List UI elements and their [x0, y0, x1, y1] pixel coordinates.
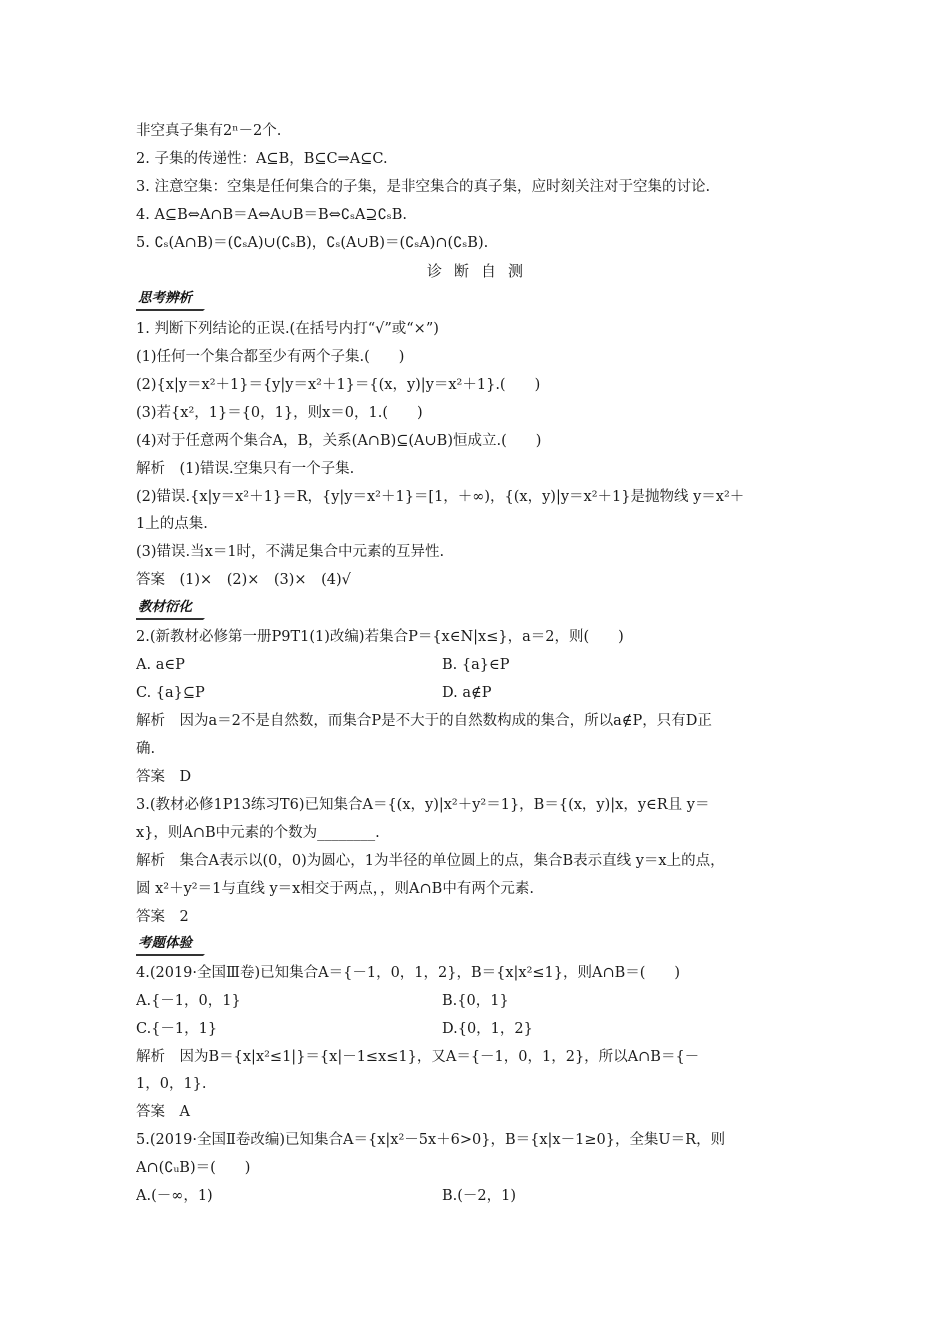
section-badge: 考题体验 [136, 934, 198, 956]
analysis-text: 解析 (1)错误.空集只有一个子集. [136, 461, 355, 477]
text-line: 2. 子集的传递性：A⊆B，B⊆C⇒A⊆C. [136, 151, 388, 167]
analysis-text: 1，0，1}. [136, 1076, 207, 1092]
option-b: B.{0，1} [442, 993, 509, 1009]
text-line: 非空真子集有2ⁿ－2个. [136, 123, 282, 139]
analysis-text: (2)错误.{x|y＝x²＋1}＝R，{y|y＝x²＋1}＝[1，＋∞)，{(x，y)|y＝x²＋1}是抛物线 y＝x²＋ [136, 489, 745, 505]
question-item: (4)对于任意两个集合A，B，关系(A∩B)⊆(A∪B)恒成立.( ) [136, 433, 542, 449]
answer-text: 答案 A [136, 1104, 190, 1120]
option-a: A.{－1，0，1} [136, 993, 241, 1009]
section-badge: 教材衍化 [136, 598, 198, 620]
question-text: 1. 判断下列结论的正误.(在括号内打“√”或“×”) [136, 321, 439, 337]
analysis-text: 确. [136, 741, 156, 757]
option-d: D. a∉P [442, 685, 492, 701]
option-row [136, 991, 826, 1011]
option-row [136, 1019, 826, 1039]
answer-text: 答案 2 [136, 909, 189, 925]
question-text: x}，则A∩B中元素的个数为________. [136, 825, 380, 841]
question-text: 2.(新教材必修第一册P9T1(1)改编)若集合P＝{x∈N|x≤}，a＝2，则( ) [136, 629, 624, 645]
option-b: B. {a}∈P [442, 657, 510, 673]
option-row [136, 1186, 826, 1206]
option-b: B.(－2，1) [442, 1188, 517, 1204]
question-text: 4.(2019·全国Ⅲ卷)已知集合A＝{－1，0，1，2}，B＝{x|x²≤1}，则A∩B＝( ) [136, 965, 681, 981]
analysis-text: 圆 x²＋y²＝1与直线 y＝x相交于两点，，则A∩B中有两个元素. [136, 881, 534, 897]
text-line: 4. A⊆B⇔A∩B＝A⇔A∪B＝B⇔∁ₛA⊇∁ₛB. [136, 207, 407, 223]
section-badge: 思考辨析 [136, 289, 198, 311]
analysis-text: 解析 集合A表示以(0，0)为圆心，1为半径的单位圆上的点，集合B表示直线 y＝x上的点， [136, 853, 725, 869]
question-text: 3.(教材必修1P13练习T6)已知集合A＝{(x，y)|x²＋y²＝1}，B＝{(x，y)|x，y∈R且 y＝ [136, 797, 710, 813]
question-item: (1)任何一个集合都至少有两个子集.( ) [136, 349, 405, 365]
option-row [136, 655, 826, 675]
section-title: 诊断自测 [426, 262, 535, 280]
option-c: C. {a}⊆P [136, 685, 205, 701]
answer-text: 答案 (1)× (2)× (3)× (4)√ [136, 572, 351, 588]
option-d: D.{0，1，2} [442, 1021, 533, 1037]
text-line: 3. 注意空集：空集是任何集合的子集，是非空集合的真子集，应时刻关注对于空集的讨论. [136, 179, 711, 195]
analysis-text: (3)错误.当x＝1时，不满足集合中元素的互异性. [136, 544, 445, 560]
answer-text: 答案 D [136, 769, 192, 785]
option-c: C.{－1，1} [136, 1021, 218, 1037]
analysis-text: 1上的点集. [136, 516, 208, 532]
question-item: (3)若{x²，1}＝{0，1}，则x＝0，1.( ) [136, 405, 423, 421]
analysis-text: 解析 因为B＝{x|x²≤1|}＝{x|－1≤x≤1}，又A＝{－1，0，1，2}，所以A∩B＝{－ [136, 1049, 700, 1065]
option-a: A. a∈P [136, 657, 185, 673]
analysis-text: 解析 因为a＝2不是自然数，而集合P是不大于的自然数构成的集合，所以a∉P，只有D正 [136, 713, 712, 729]
option-a: A.(－∞，1) [136, 1188, 213, 1204]
question-text: 5.(2019·全国Ⅱ卷改编)已知集合A＝{x|x²－5x＋6>0}，B＝{x|x－1≥0}，全集U＝R，则 [136, 1132, 726, 1148]
question-text: A∩(∁ᵤB)＝( ) [136, 1160, 251, 1176]
option-row [136, 683, 826, 703]
question-item: (2){x|y＝x²＋1}＝{y|y＝x²＋1}＝{(x，y)|y＝x²＋1}.( ) [136, 377, 541, 393]
text-line: 5. ∁ₛ(A∩B)＝(∁ₛA)∪(∁ₛB)，∁ₛ(A∪B)＝(∁ₛA)∩(∁ₛB). [136, 235, 489, 251]
